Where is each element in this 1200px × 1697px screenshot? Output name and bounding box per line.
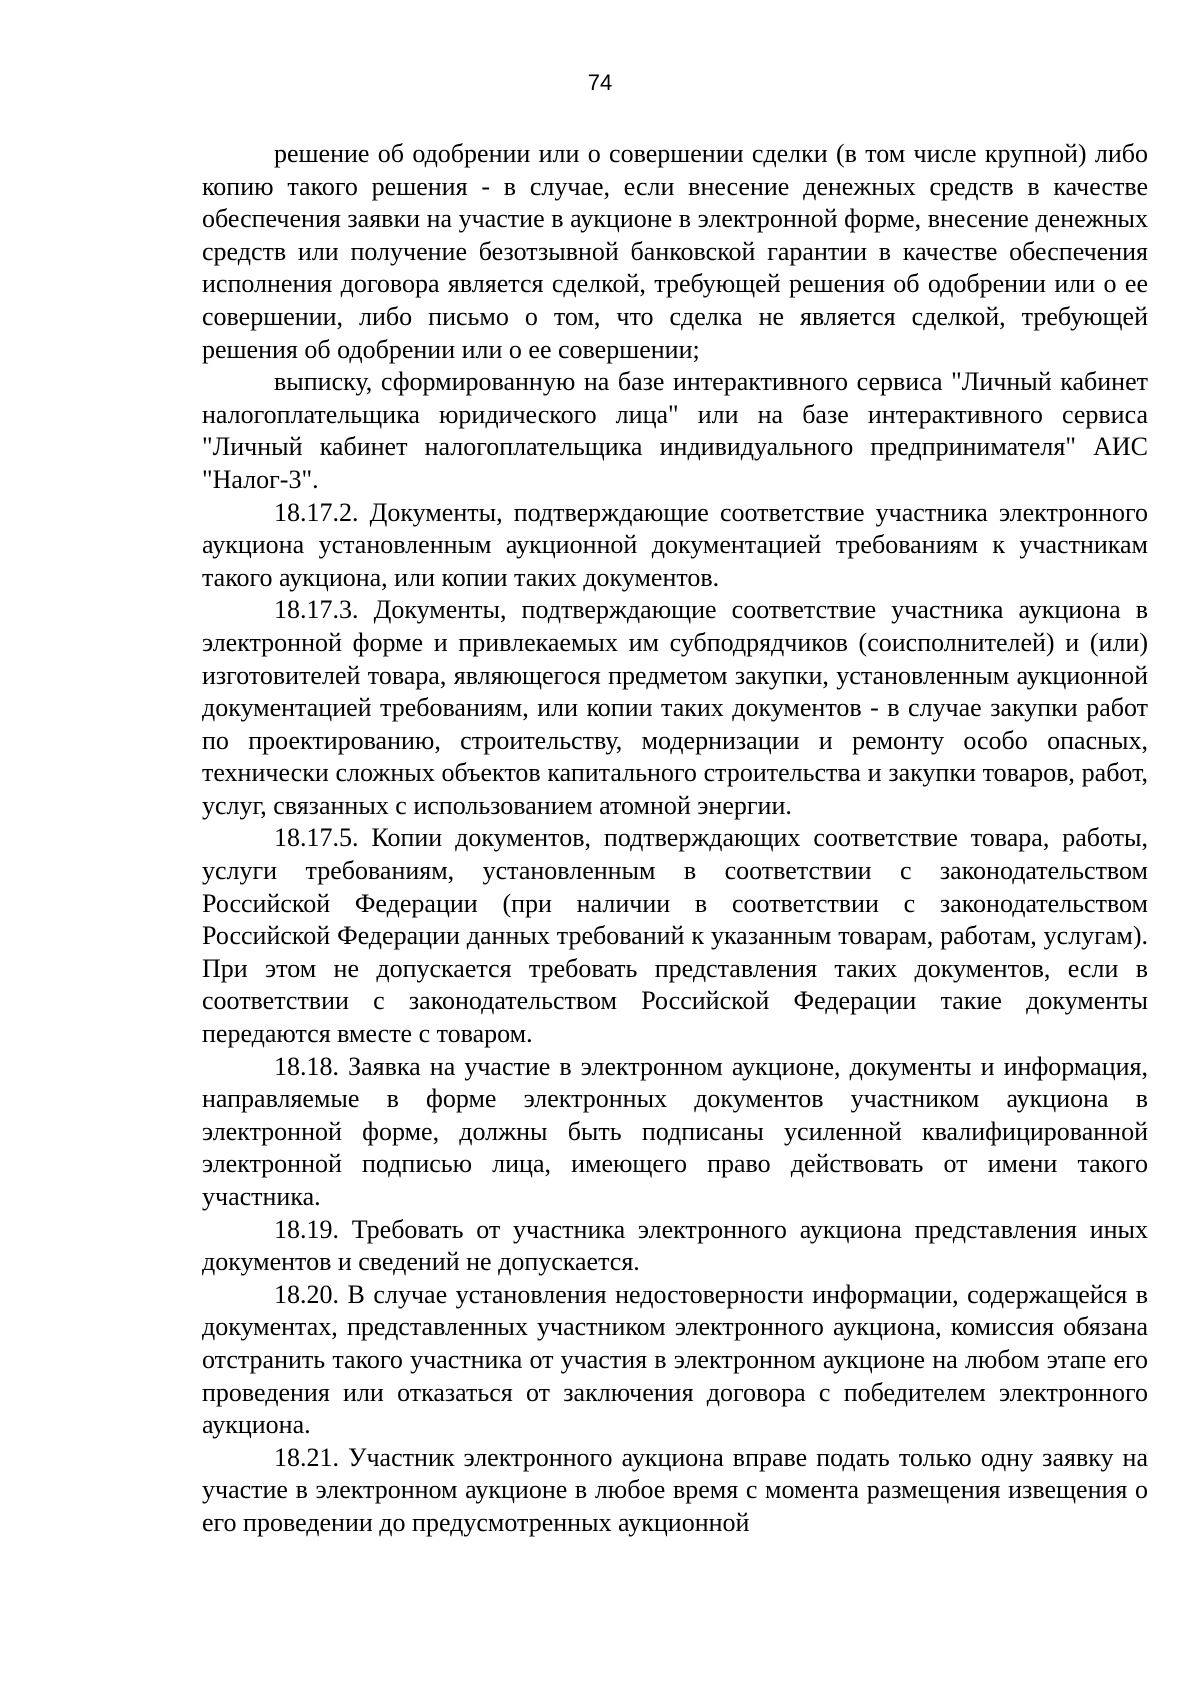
paragraph-18-20: 18.20. В случае установления недостоверности информации, содержащейся в документах, представленных участником электронного аукциона, комиссия обязана отстранить такого участника от участия в электронном аукционе на любом этапе его проведения или отказаться от заключения договора с победителем электронного аукциона.: [202, 1279, 1148, 1440]
paragraph-18-17-3: 18.17.3. Документы, подтверждающие соответствие участника аукциона в электронной форме и привлекаемых им субподрядчиков (соисполнителей) и (или) изготовителей товара, являющегося предметом закупки, установленным аукционной документацией требованиям, или копии таких документов - в случае закупки работ по проектированию, строительству, модернизации и ремонту особо опасных, технически сложных объектов капитального строительства и закупки товаров, работ, услуг, связанных с использованием атомной энергии.: [202, 595, 1148, 820]
paragraph-18-21: 18.21. Участник электронного аукциона вправе подать только одну заявку на участие в электронном аукционе в любое время с момента размещения извещения о его проведении до предусмотренных аукционной: [202, 1442, 1148, 1537]
document-body: [202, 138, 1148, 1540]
paragraph-18-17-2: 18.17.2. Документы, подтверждающие соответствие участника электронного аукциона установленным аукционной документацией требованиям к участникам такого аукциона, или копии таких документов.: [202, 497, 1148, 592]
paragraph-18-17-5: 18.17.5. Копии документов, подтверждающих соответствие товара, работы, услуги требованиям, установленным в соответствии с законодательством Российской Федерации (при наличии в соответствии с законодательством Российской Федерации данных требований к указанным товарам, работам, услугам). При этом не допускается требовать представления таких документов, если в соответствии с законодательством Российской Федерации такие документы передаются вместе с товаром.: [202, 823, 1148, 1049]
paragraph-tax-extract: выписку, сформированную на базе интерактивного сервиса "Личный кабинет налогоплательщика юридического лица" или на базе интерактивного сервиса "Личный кабинет налогоплательщика индивидуального предпринимателя" АИС "Налог-3".: [202, 367, 1148, 494]
paragraph-18-18: 18.18. Заявка на участие в электронном аукционе, документы и информация, направляемые в форме электронных документов участником аукциона в электронной форме, должны быть подписаны усиленной квалифицированной электронной подписью лица, имеющего право действовать от имени такого участника.: [202, 1051, 1148, 1211]
paragraph-approval-decision: решение об одобрении или о совершении сделки (в том числе крупной) либо копию такого решения - в случае, если внесение денежных средств в качестве обеспечения заявки на участие в аукционе в электронной форме, внесение денежных средств или получение безотзывной банковской гарантии в качестве обеспечения исполнения договора является сделкой, требующей решения об одобрении или о ее совершении, либо письмо о том, что сделка не является сделкой, требующей решения об одобрении или о ее совершении;: [202, 139, 1148, 364]
page-number: 74: [587, 70, 613, 95]
paragraph-18-19: 18.19. Требовать от участника электронного аукциона представления иных документов и сведений не допускается.: [202, 1214, 1148, 1277]
